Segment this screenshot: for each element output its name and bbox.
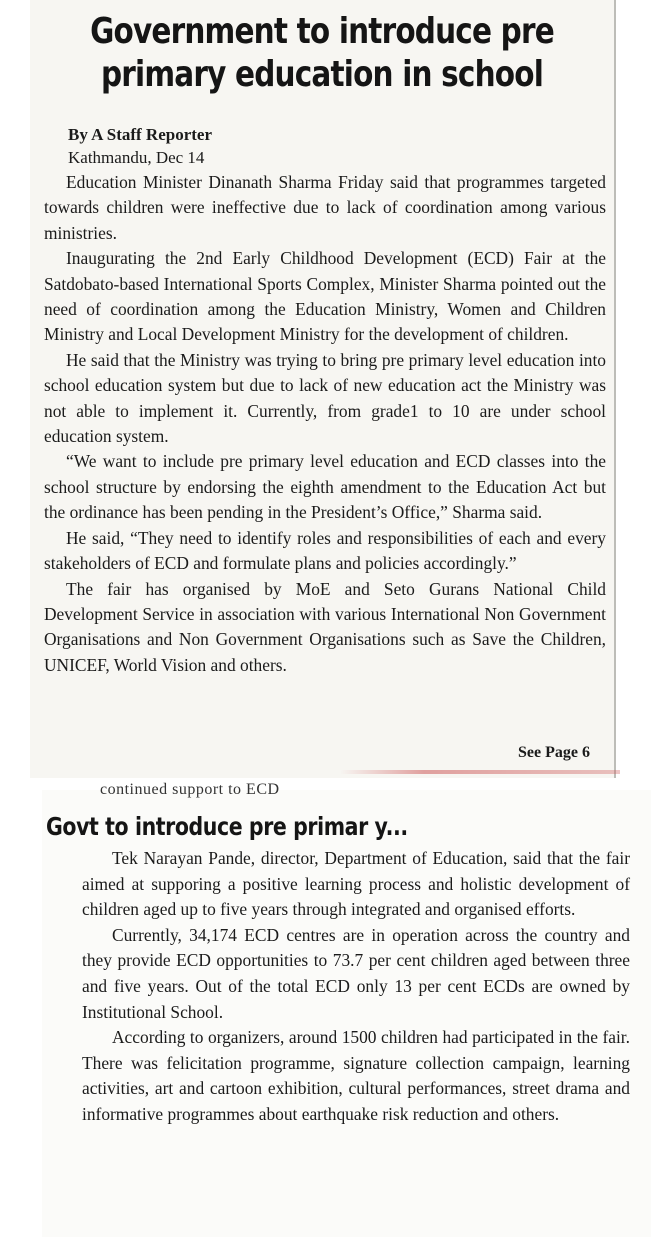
continuation-body (82, 846, 630, 1128)
paragraph-1: Education Minister Dinanath Sharma Friday said that programmes targeted towards children were ineffective due to lack of coordination among various ministries. (44, 172, 606, 243)
cut-off-text: continued support to ECD (100, 781, 280, 798)
continuation-paragraph-1: Tek Narayan Pande, director, Department of Education, said that the fair aimed at supporing a positive learning process and holistic development of children aged up to five years through integrated and organised efforts. (82, 848, 630, 920)
paragraph-5: He said, “They need to identify roles and responsibilities of each and every stakeholders of ECD and formulate plans and policies accordingly.” (44, 527, 606, 574)
paragraph-4: “We want to include pre primary level education and ECD classes into the school structure by endorsing the eighth amendment to the Education Act but the ordinance has been pending in the President’s Office,” Sharma said. (44, 451, 606, 523)
main-article-clipping (30, 0, 616, 778)
paragraph-2: Inaugurating the 2nd Early Childhood Development (ECD) Fair at the Satdobato-based International Sports Complex, Minister Sharma pointed out the need of coordination among the Education Ministry, Women and Children Ministry and Local Development Ministry for the development of children. (44, 248, 606, 345)
article-headline: Government to introduce pre primary education in school (90, 11, 554, 95)
continuation-clipping (42, 781, 651, 1237)
paragraph-3: He said that the Ministry was trying to bring pre primary level education into school education system but due to lack of new education act the Ministry was not able to implement it. Currently, from grade1 to 10 are under school education system. (44, 349, 606, 447)
byline: By A Staff Reporter (68, 125, 213, 144)
article-body (44, 170, 606, 678)
continuation-paragraph-3: According to organizers, around 1500 children had participated in the fair. There was felicitation programme, signature collection campaign, learning activities, art and cartoon exhibition, cultural performances, street drama and informative programmes about earthquake risk reduction and others. (82, 1027, 630, 1124)
jump-reference: See Page 6 (518, 744, 590, 761)
dateline: Kathmandu, Dec 14 (68, 148, 205, 167)
margin-scraps (42, 850, 78, 1230)
red-underline-decoration (340, 770, 620, 774)
paragraph-6: The fair has organised by MoE and Seto Gurans National Child Development Service in association with various International Non Government Organisations and Non Government Organisations such as Save the Children, UNICEF, World Vision and others. (44, 578, 606, 675)
continuation-paragraph-2: Currently, 34,174 ECD centres are in operation across the country and they provide ECD opportunities to 73.7 per cent children aged between three and five years. Out of the total ECD only 13 per cent ECDs are owned by Institutional School. (82, 924, 630, 1022)
continuation-headline: Govt to introduce pre primar y... (46, 812, 408, 841)
cut-off-text-strip (100, 781, 300, 802)
